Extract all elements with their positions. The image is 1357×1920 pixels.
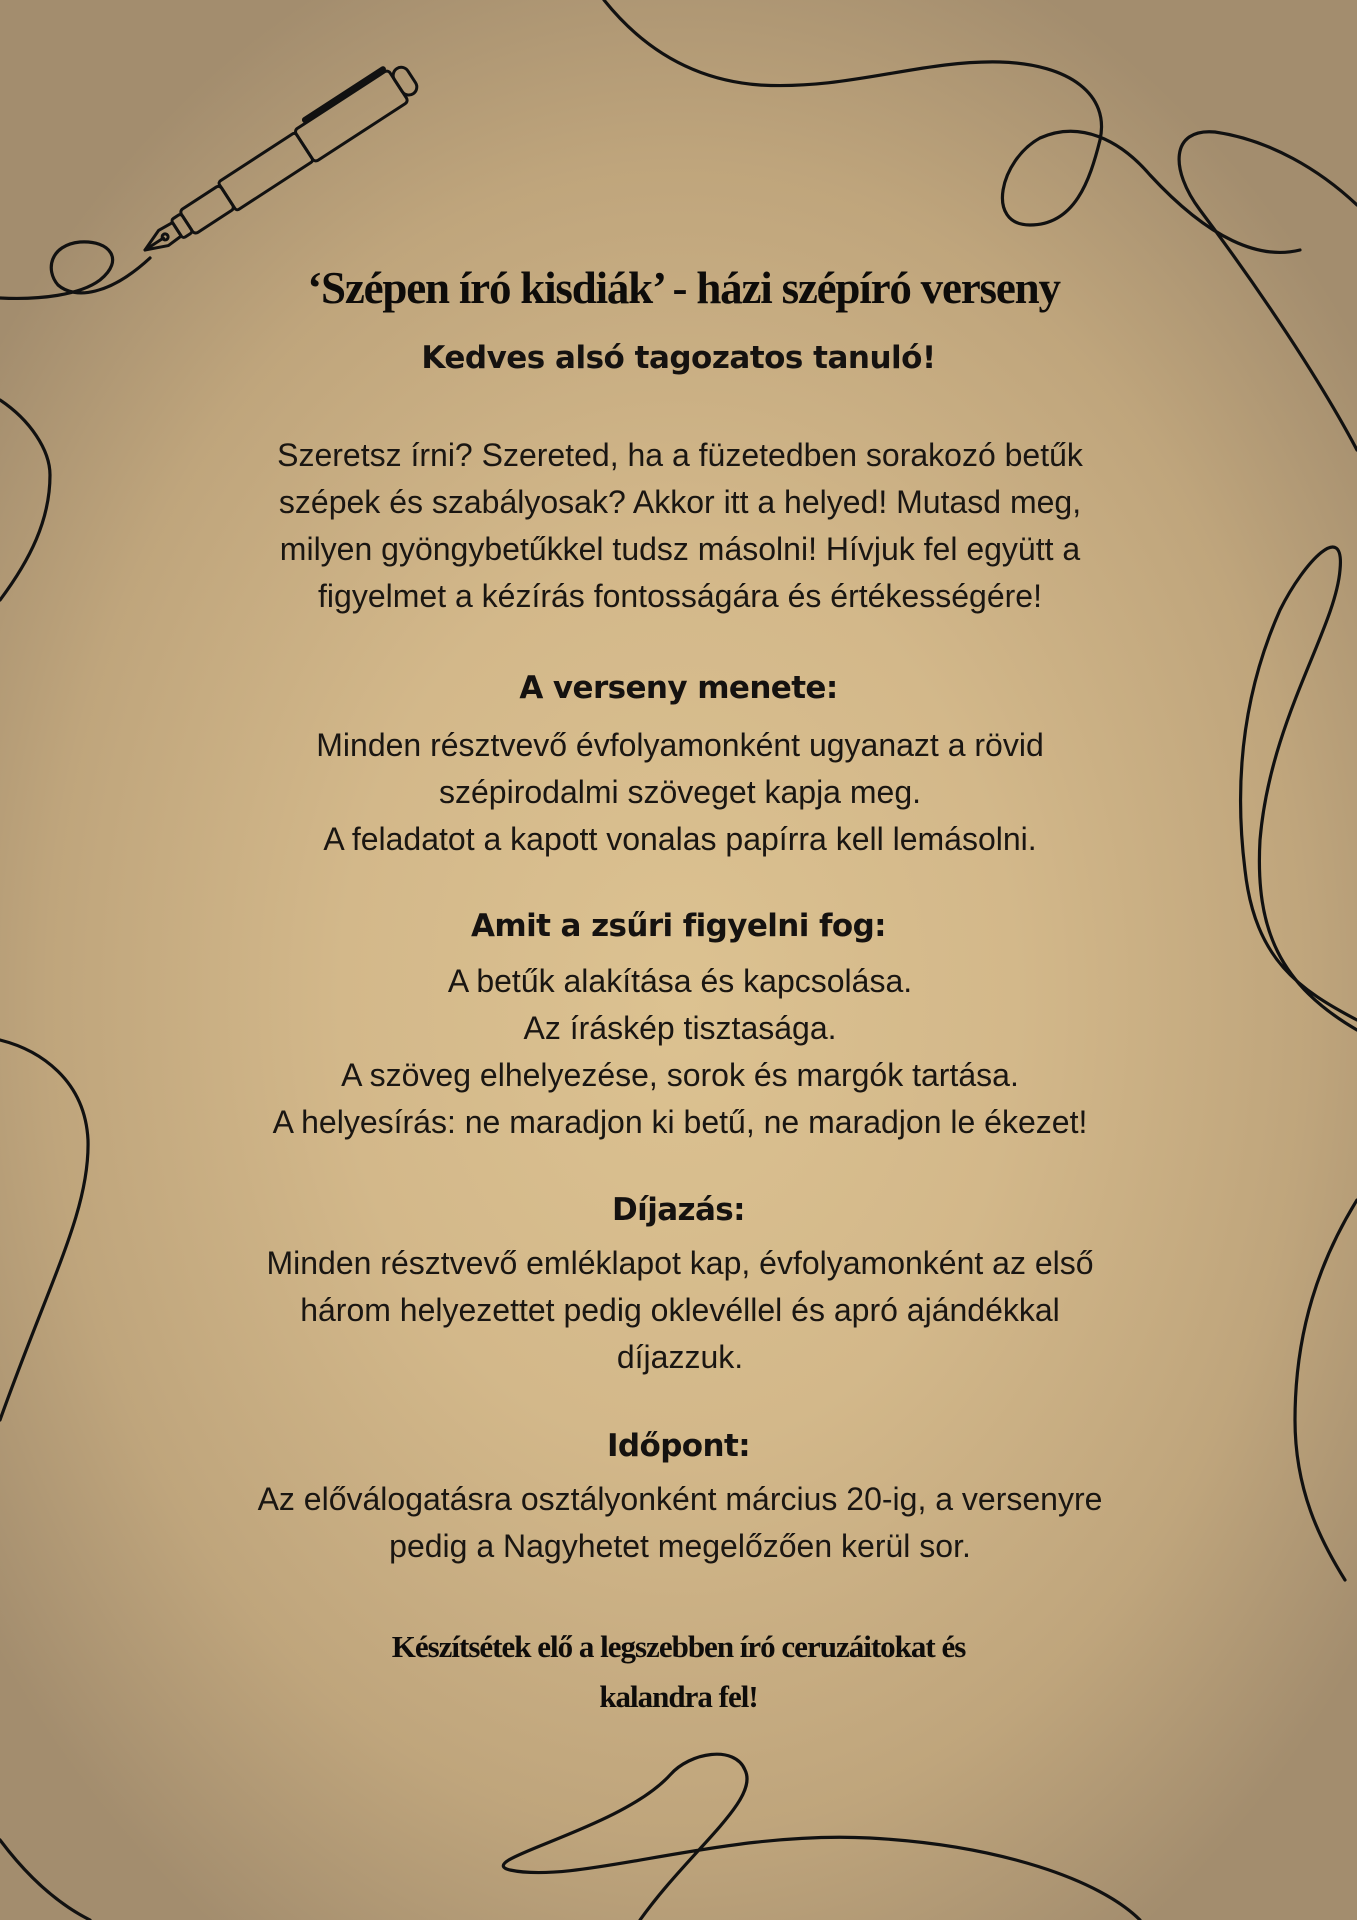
body-line: Az előválogatásra osztályonként március 20-ig, a versenyre: [257, 1481, 1103, 1517]
section-heading-prizes: Díjazás:: [612, 1192, 745, 1228]
greeting-heading: Kedves alsó tagozatos tanuló!: [421, 340, 936, 376]
body-line: A betűk alakítása és kapcsolása.: [447, 963, 913, 999]
flourish-bottom: [0, 1840, 90, 1920]
flourish-right-lower: [1295, 1200, 1357, 1580]
body-line: szépirodalmi szöveget kapja meg.: [438, 774, 921, 810]
intro-line: szépek és szabályosak? Akkor itt a helyed! Mutasd meg,: [278, 484, 1082, 520]
flourish-bottom-loop: [503, 1754, 1140, 1920]
flourish-top-right: [604, 0, 1300, 252]
section-heading-date: Időpont:: [607, 1428, 750, 1464]
fountain-pen-icon: [133, 58, 422, 266]
section-body-jury: [180, 958, 1180, 1146]
section-heading-process: A verseny menete:: [519, 670, 838, 706]
intro-line: figyelmet a kézírás fontosságára és értékességére!: [318, 578, 1042, 614]
closing-line: Készítsétek elő a legszebben író ceruzáitokat és: [391, 1629, 966, 1664]
body-line: A helyesírás: ne maradjon ki betű, ne maradjon le ékezet!: [272, 1104, 1088, 1140]
flourish-right-loop: [1241, 547, 1357, 1030]
intro-line: Szeretsz írni? Szereted, ha a füzetedben sorakozó betűk: [277, 437, 1083, 473]
closing-call-to-action: [0, 1622, 1357, 1722]
section-body-process: [180, 722, 1180, 863]
body-line: Az íráskép tisztasága.: [523, 1010, 837, 1046]
section-heading-jury: Amit a zsűri figyelni fog:: [471, 908, 886, 944]
page-title: ‘Szépen író kisdiák’ - házi szépíró verseny: [307, 263, 1060, 314]
flourish-left-lower: [0, 1040, 88, 1420]
body-line: Minden résztvevő emléklapot kap, évfolyamonként az első: [266, 1245, 1094, 1281]
intro-line: milyen gyöngybetűkkel tudsz másolni! Hívjuk fel együtt a: [279, 531, 1081, 567]
body-line: pedig a Nagyhetet megelőzően kerül sor.: [389, 1528, 971, 1564]
section-body-prizes: [180, 1240, 1180, 1381]
body-line: díjazzuk.: [616, 1339, 744, 1375]
body-line: A feladatot a kapott vonalas papírra kell lemásolni.: [323, 821, 1037, 857]
intro-paragraph: [180, 432, 1180, 620]
closing-line: kalandra fel!: [599, 1679, 758, 1714]
section-body-date: [180, 1476, 1180, 1570]
body-line: Minden résztvevő évfolyamonként ugyanazt a rövid: [316, 727, 1044, 763]
body-line: A szöveg elhelyezése, sorok és margók tartása.: [341, 1057, 1019, 1093]
body-line: három helyezettet pedig oklevéllel és apró ajándékkal: [300, 1292, 1060, 1328]
flourish-left-upper: [0, 400, 50, 600]
